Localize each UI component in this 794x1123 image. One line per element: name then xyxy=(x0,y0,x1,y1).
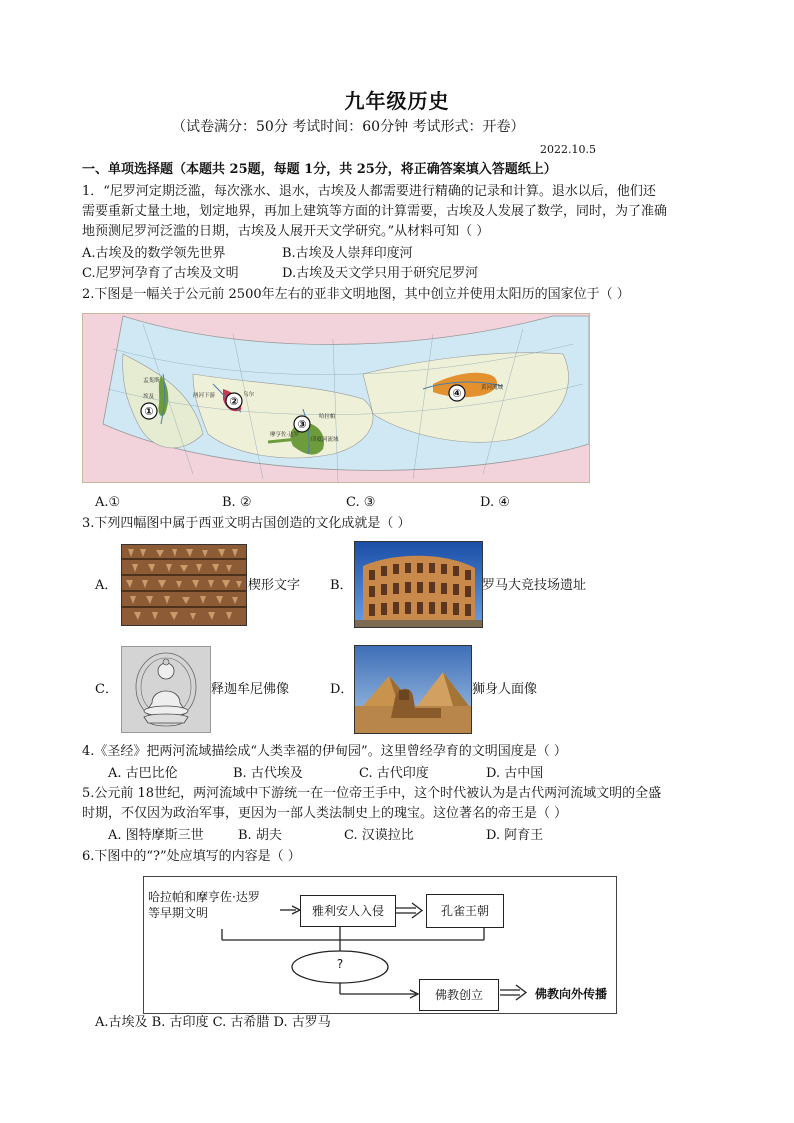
map-label-meso: 两河下游 xyxy=(193,393,216,399)
q5-line2: 时期，不仅因为政治军事，更因为一部人类法制史上的瑰宝。这位著名的帝王是（ ） xyxy=(82,806,568,821)
q1-option-d: D.古埃及天文学只用于研究尼罗河 xyxy=(282,266,479,281)
marker-1-label: ① xyxy=(144,405,154,418)
flow-box-aryan: 雅利安人入侵 xyxy=(300,895,396,927)
map-label-harappa: 哈拉帕 xyxy=(319,414,336,420)
map-label-ur: 乌尔 xyxy=(243,392,255,398)
q1-line1: 1．“尼罗河定期泛滥，每次涨水、退水，古埃及人都需要进行精确的记录和计算。退水以后，他们还 xyxy=(82,184,656,199)
flow-question-mark: ? xyxy=(336,957,344,971)
marker-4-label: ④ xyxy=(452,387,462,400)
q4-option-c: C. 古代印度 xyxy=(359,766,429,781)
buddha-svg xyxy=(122,647,210,732)
q3-c-caption: 释迦牟尼佛像 xyxy=(211,682,290,697)
q1-option-c: C.尼罗河孕育了古埃及文明 xyxy=(82,266,239,281)
section-heading: 一、单项选择题（本题共 25题，每题 1分，共 25分，将正确答案填入答题纸上） xyxy=(82,162,557,177)
sphinx-svg xyxy=(355,646,471,733)
flow-diagram xyxy=(143,876,617,1014)
map-label-memphis: 孟斐斯 xyxy=(143,378,160,384)
q3-stem: 3.下列四幅图中属于西亚文明古国创造的文化成就是（ ） xyxy=(82,516,411,531)
flow-box-early-civilizations: 哈拉帕和摩亨佐·达罗 等早期文明 xyxy=(148,883,280,927)
q5-option-d: D. 阿育王 xyxy=(486,828,544,843)
q6-stem: 6.下图中的“?”处应填写的内容是（ ） xyxy=(82,849,301,864)
colosseum-svg xyxy=(355,542,482,627)
q5-option-b: B. 胡夫 xyxy=(238,828,282,843)
colosseum-image xyxy=(354,541,483,628)
q1-option-b: B.古埃及人崇拜印度河 xyxy=(282,246,413,261)
q4-option-a: A. 古巴比伦 xyxy=(108,766,178,781)
q3-b-label: B． xyxy=(330,578,353,593)
q1-option-a: A.古埃及的数学领先世界 xyxy=(82,246,226,261)
marker-2-label: ② xyxy=(229,395,239,408)
q2-stem: 2.下图是一幅关于公元前 2500年左右的亚非文明地图，其中创立并使用太阳历的国家位于（ ） xyxy=(82,287,630,302)
q1-line2: 需要重新丈量土地，划定地界，再加上建筑等方面的计算需要，古埃及人发展了数学，同时，为了准确 xyxy=(82,204,668,219)
q2-option-c: C. ③ xyxy=(346,495,376,510)
q2-option-a: A.① xyxy=(95,495,121,510)
q2-option-b: B. ② xyxy=(222,495,252,510)
flow-box-buddhism-founded: 佛教创立 xyxy=(419,979,499,1011)
flow-box-maurya: 孔雀王朝 xyxy=(426,894,504,928)
ancient-civilizations-map xyxy=(82,313,590,483)
exam-date: 2022.10.5 xyxy=(540,143,596,156)
q6-options: A.古埃及 B. 古印度 C. 古希腊 D. 古罗马 xyxy=(95,1015,331,1030)
q1-line3: 地预测尼罗河泛滥的日期，古埃及人展开天文学研究。”从材料可知（ ） xyxy=(82,224,490,239)
buddha-image xyxy=(121,646,211,733)
exam-info: （试卷满分：50分 考试时间：60分钟 考试形式：开卷） xyxy=(172,119,525,135)
q3-c-label: C． xyxy=(95,682,118,697)
map-label-egypt: 埃及 xyxy=(143,394,155,400)
q5-line1: 5.公元前 18世纪，两河流域中下游统一在一位帝王手中，这个时代被认为是古代两河流域文明的全盛 xyxy=(82,786,662,801)
q2-option-d: D. ④ xyxy=(480,495,510,510)
q3-b-caption: 罗马大竞技场遗址 xyxy=(482,578,587,593)
q3-a-label: A． xyxy=(95,578,118,593)
cuneiform-image xyxy=(121,544,247,626)
q4-option-b: B. 古代埃及 xyxy=(233,766,303,781)
q3-d-caption: 狮身人面像 xyxy=(472,682,538,697)
q3-a-caption: 楔形文字 xyxy=(248,578,301,593)
map-label-yellow: 黄河流域 xyxy=(481,385,504,391)
flow-box-buddhism-spread: 佛教向外传播 xyxy=(528,979,614,1009)
q4-stem: 4.《圣经》把两河流域描绘成“人类幸福的伊甸园”。这里曾经孕育的文明国度是（ ） xyxy=(82,744,567,759)
q5-option-c: C. 汉谟拉比 xyxy=(344,828,414,843)
cuneiform-svg xyxy=(122,545,246,625)
marker-3-label: ③ xyxy=(297,418,307,431)
q4-option-d: D. 古中国 xyxy=(486,766,544,781)
q5-option-a: A. 图特摩斯三世 xyxy=(108,828,204,843)
q3-d-label: D． xyxy=(330,682,354,697)
map-label-mohenjo: 摩亨佐·达罗 xyxy=(270,432,300,438)
map-svg xyxy=(83,314,589,482)
page-title: 九年级历史 xyxy=(344,89,450,113)
sphinx-image xyxy=(354,645,472,734)
map-label-indus: 印度河流域 xyxy=(311,437,339,443)
